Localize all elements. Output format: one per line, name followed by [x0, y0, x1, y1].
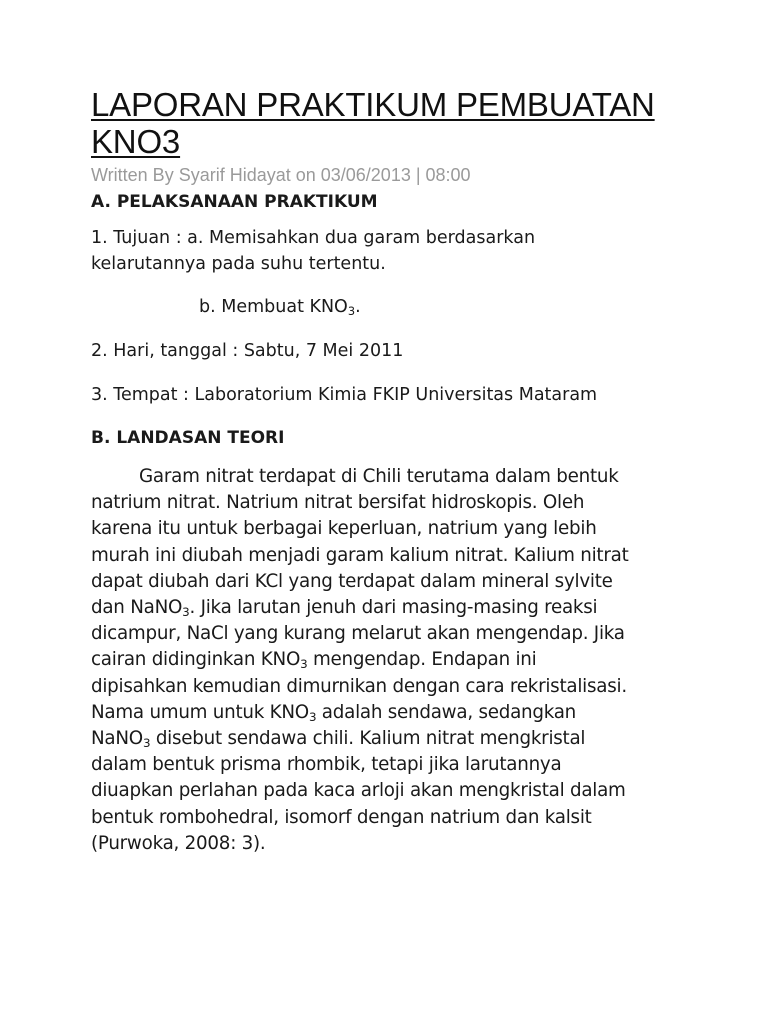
section-a-heading: A. PELAKSANAAN PRAKTIKUM — [91, 192, 378, 212]
body-line: dipisahkan kemudian dimurnikan dengan cara rekristalisasi. — [91, 675, 627, 697]
body-line: (Purwoka, 2008: 3). — [91, 832, 266, 854]
body-text-run: adalah sendawa, sedangkan — [316, 701, 577, 723]
hari-tanggal-paragraph: 2. Hari, tanggal : Sabtu, 7 Mei 2011 — [91, 341, 404, 361]
landasan-teori-paragraph — [91, 464, 681, 857]
body-line: diuapkan perlahan pada kaca arloji akan mengkristal dalam — [91, 780, 626, 802]
body-line — [91, 595, 681, 621]
tempat-paragraph: 3. Tempat : Laboratorium Kimia FKIP Universitas Mataram — [91, 385, 598, 405]
document-page — [91, 86, 751, 857]
tujuan-b-suffix: . — [355, 297, 361, 317]
body-text-run: cairan didinginkan KNO — [91, 649, 301, 671]
body-text-run: mengendap. Endapan ini — [307, 649, 537, 671]
tujuan-b-prefix: b. Membuat KNO — [199, 297, 348, 317]
page-title-line-1: LAPORAN PRAKTIKUM PEMBUATAN — [91, 86, 655, 123]
body-line — [91, 726, 681, 752]
body-text-run: Nama umum untuk KNO — [91, 701, 309, 723]
body-line: natrium nitrat. Natrium nitrat bersifat hidroskopis. Oleh — [91, 492, 585, 514]
body-text-run: disebut sendawa chili. Kalium nitrat mengkristal — [150, 728, 586, 750]
body-text-run: . Jika larutan jenuh dari masing-masing reaksi — [189, 597, 598, 619]
body-line: dicampur, NaCl yang kurang melarut akan mengendap. Jika — [91, 623, 625, 645]
subscript: 3 — [300, 657, 308, 672]
tujuan-line-1: 1. Tujuan : a. Memisahkan dua garam berdasarkan — [91, 228, 536, 248]
body-line: bentuk rombohedral, isomorf dengan natrium dan kalsit — [91, 806, 592, 828]
body-line: murah ini diubah menjadi garam kalium nitrat. Kalium nitrat — [91, 544, 629, 566]
subscript: 3 — [182, 604, 190, 619]
body-line: karena itu untuk berbagai keperluan, natrium yang lebih — [91, 518, 597, 540]
body-text-run: NaNO — [91, 728, 143, 750]
body-line: dalam bentuk prisma rhombik, tetapi jika larutannya — [91, 754, 562, 776]
page-title-line-2: KNO3 — [91, 123, 181, 160]
body-line — [91, 700, 681, 726]
author-byline: Written By Syarif Hidayat on 03/06/2013 | 08:00 — [91, 165, 471, 185]
page-title — [91, 86, 751, 160]
body-line — [91, 647, 681, 673]
body-text-run: dan NaNO — [91, 597, 183, 619]
tujuan-line-2: kelarutannya pada suhu tertentu. — [91, 254, 386, 274]
tujuan-b-subscript: 3 — [347, 303, 356, 318]
subscript: 3 — [142, 736, 151, 750]
tujuan-b-paragraph — [91, 294, 751, 320]
section-b-heading: B. LANDASAN TEORI — [91, 428, 285, 448]
body-line: dapat diubah dari KCl yang terdapat dalam mineral sylvite — [91, 570, 613, 592]
tujuan-paragraph — [91, 225, 751, 277]
body-line: Garam nitrat terdapat di Chili terutama dalam bentuk — [139, 466, 619, 487]
subscript: 3 — [308, 709, 317, 724]
